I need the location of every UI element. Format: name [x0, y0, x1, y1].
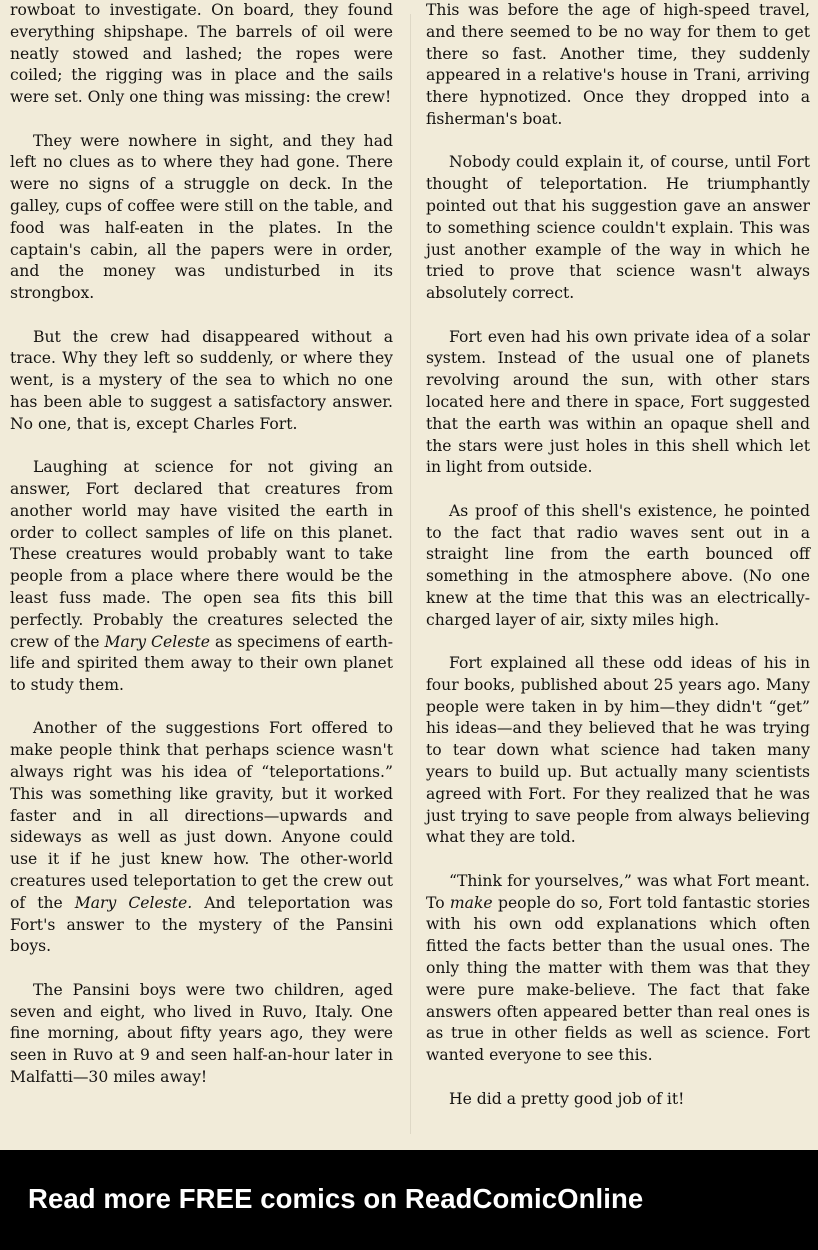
left-paragraph-4 [10, 457, 393, 697]
left-paragraph-3: But the crew had disappeared without a trace. Why they left so suddenly, or where they went, is a mystery of the sea to which no one has been able to suggest a satisfactory answer. No one, that is, except Charles Fort. [10, 327, 393, 433]
left-paragraph-4-text-a: Laughing at science for not giving an answer, Fort declared that creatures from another world may have visited the earth in order to collect samples of life on this planet. These creatures would probably want to take people from a place where there would be the least fuss made. The open sea fits this bill perfectly. Probably the creatures selected the crew of the [10, 458, 393, 651]
banner-text: Read more FREE comics on ReadComicOnline [28, 1183, 644, 1214]
right-paragraph-4: As proof of this shell's existence, he pointed to the fact that radio waves sent out in a straight line from the earth bounced off something in the atmosphere above. (No one knew at the time that this was an electrically-charged layer of air, sixty miles high. [426, 501, 810, 629]
right-paragraph-1: This was before the age of high-speed travel, and there seemed to be no way for them to get there so fast. Another time, they suddenly appeared in a relative's house in Trani, arriving there hypnotized. Once they dropped into a fisherman's boat. [426, 1, 810, 128]
right-column [426, 0, 810, 1150]
make-italic: make [449, 893, 493, 912]
left-paragraph-6: The Pansini boys were two children, aged seven and eight, who lived in Ruvo, Italy. One fine morning, about fifty years ago, they were seen in Ruvo at 9 and seen half-an-hour later in Malfatti—30 miles away! [10, 980, 393, 1087]
left-paragraph-4-text-b: as specimens of earth-life and spirited them away to their own planet to study them. [10, 632, 394, 695]
left-column [10, 0, 393, 1150]
column-divider [410, 14, 411, 1134]
left-paragraph-1: rowboat to investigate. On board, they found everything shipshape. The barrels of oil were neatly stowed and lashed; the ropes were coiled; the rigging was in place and the sails were set. Only one thing was missing: the crew! [10, 1, 393, 107]
right-paragraph-7: He did a pretty good job of it! [449, 1089, 685, 1108]
right-paragraph-6-text-b: people do so, Fort told fantastic stories with his own odd explanations which often fitted the facts better than the usual ones. The only thing the matter with them was that they were pure make-believe. The fact that fake answers often appeared better than real ones is as true in other fields as well as science. Fort wanted everyone to see this. [426, 893, 810, 1065]
right-paragraph-3: Fort even had his own private idea of a solar system. Instead of the usual one of planets revolving around the sun, with other stars located here and there in space, Fort suggested that the earth was within an opaque shell and the stars were just holes in this shell which let in light from outside. [426, 327, 810, 477]
right-paragraph-6-text-a: “Think for yourselves,” was what Fort meant. To [426, 871, 810, 912]
left-paragraph-5-text-b: And teleportation was Fort's answer to the mystery of the Pansini boys. [10, 893, 393, 956]
right-paragraph-5: Fort explained all these odd ideas of his in four books, published about 25 years ago. Many people were taken in by him—they didn't “get” his ideas—and they believed that he was trying to tear down what science had taken many years to build up. But actually many scientists agreed with Fort. For they realized that he was just trying to save people from always believing what they are told. [426, 654, 810, 847]
left-paragraph-5 [10, 718, 393, 958]
right-paragraph-6 [426, 871, 810, 1067]
read-more-banner[interactable] [0, 1150, 818, 1250]
ship-name-italic-2: Mary Celeste. [74, 893, 193, 912]
left-paragraph-2: They were nowhere in sight, and they had left no clues as to where they had gone. There were no signs of a struggle on deck. In the galley, cups of coffee were still on the table, and food was half-eaten in the plates. In the captain's cabin, all the papers were in order, and the money was undisturbed in its strongbox. [10, 131, 393, 303]
ship-name-italic: Mary Celeste [104, 632, 210, 651]
left-paragraph-5-text-a: Another of the suggestions Fort offered to make people think that perhaps science wasn't always right was his idea of “teleportations.” This was something like gravity, but it worked faster and in all directions—upwards and sideways as well as just down. Anyone could use it if he just knew how. The other-world creatures used teleportation to get the crew out of the [10, 719, 393, 912]
right-paragraph-2: Nobody could explain it, of course, until Fort thought of teleportation. He triumphantly pointed out that his suggestion gave an answer to something science couldn't explain. This was just another example of the way in which he tried to prove that science wasn't always absolutely correct. [426, 153, 810, 303]
